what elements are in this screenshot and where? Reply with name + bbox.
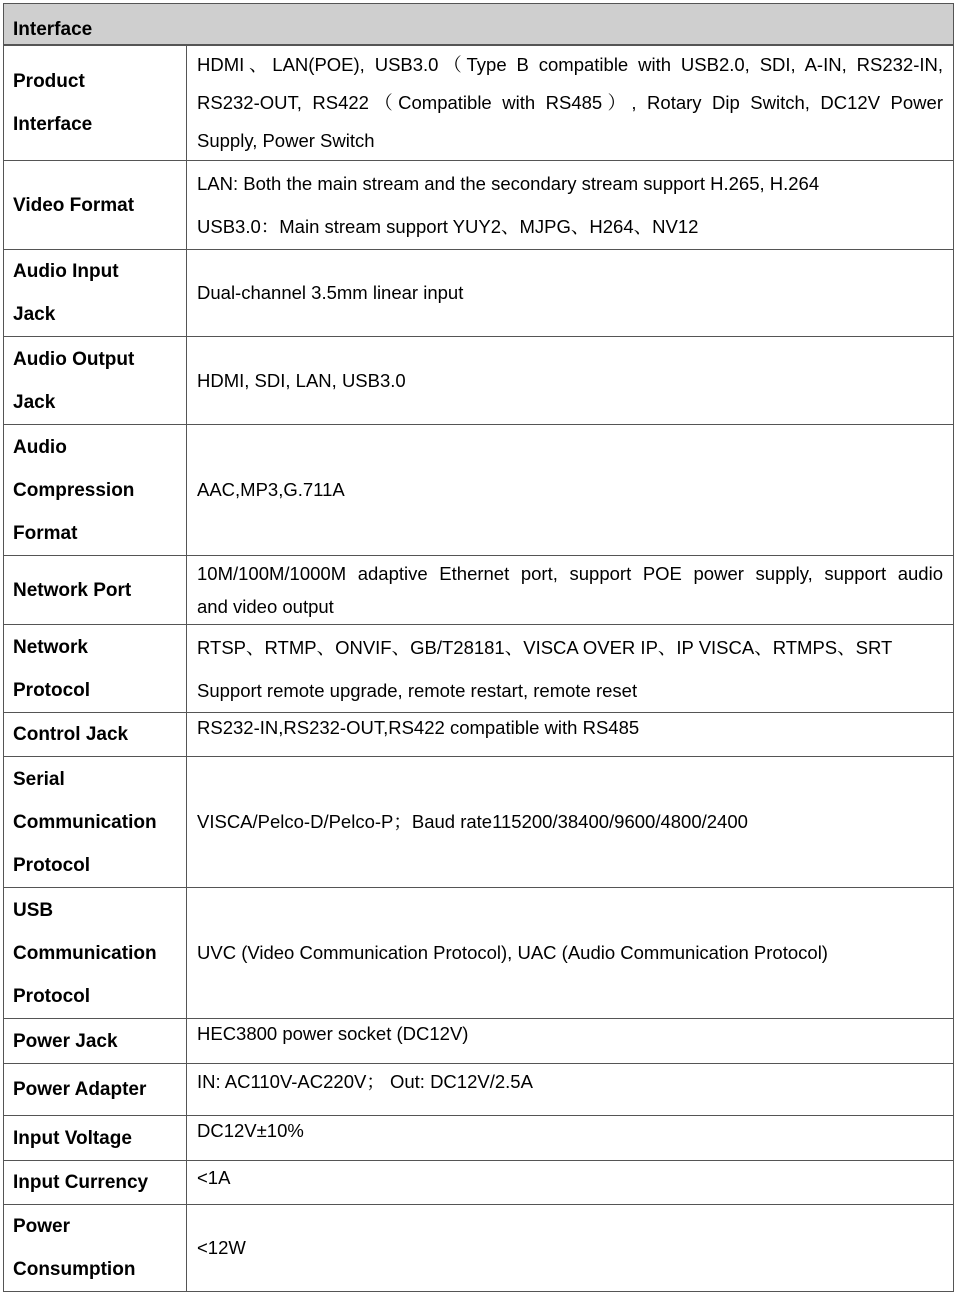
spec-value — [187, 1116, 954, 1161]
spec-label-line: Protocol — [13, 985, 91, 1007]
spec-sheet — [3, 3, 954, 1292]
spec-label-line: Audio Output — [13, 348, 135, 370]
table-row — [4, 1116, 954, 1161]
spec-value — [187, 250, 954, 337]
table-row — [4, 1064, 954, 1116]
spec-label — [4, 425, 187, 556]
spec-label-line: Control Jack — [13, 724, 129, 745]
table-row — [4, 713, 954, 757]
table-row — [4, 1205, 954, 1292]
section-header — [3, 3, 954, 45]
spec-label-line: Protocol — [13, 854, 91, 876]
spec-value-line: VISCA/Pelco-D/Pelco-P；Baud rate115200/38400/9600/4800/2400 — [197, 811, 748, 832]
spec-label — [4, 46, 187, 161]
spec-value-line: RTSP、RTMP、ONVIF、GB/T28181、VISCA OVER IP、IP VISCA、RTMPS、SRT — [197, 636, 893, 658]
spec-label — [4, 1064, 187, 1116]
spec-value — [187, 556, 954, 625]
spec-label-line: Communication — [13, 811, 157, 833]
spec-value-line: 10M/100M/1000M adaptive Ethernet port, support POE power supply, support audio — [197, 563, 943, 584]
table-row — [4, 46, 954, 161]
spec-label — [4, 161, 187, 250]
spec-label-line: Communication — [13, 942, 157, 964]
table-row — [4, 556, 954, 625]
spec-value-line: UVC (Video Communication Protocol), UAC (Audio Communication Protocol) — [197, 942, 828, 963]
section-title: Interface — [13, 19, 93, 40]
spec-label-line: Product — [13, 71, 85, 92]
spec-label-line: Protocol — [13, 679, 91, 701]
table-row — [4, 337, 954, 425]
spec-label — [4, 888, 187, 1019]
spec-value-line: HDMI, SDI, LAN, USB3.0 — [197, 369, 406, 391]
spec-label-line: Jack — [13, 391, 56, 413]
spec-label-line: USB — [13, 899, 54, 921]
spec-value — [187, 425, 954, 556]
spec-value — [187, 1161, 954, 1205]
spec-label-line: Audio — [13, 436, 67, 458]
spec-label-line: Power Jack — [13, 1030, 118, 1052]
spec-label-line: Power — [13, 1216, 71, 1237]
spec-label — [4, 1019, 187, 1064]
spec-value — [187, 625, 954, 713]
spec-label-line: Input Voltage — [13, 1127, 132, 1149]
table-row — [4, 1019, 954, 1064]
spec-value — [187, 1019, 954, 1064]
table-row — [4, 425, 954, 556]
spec-label-line: Consumption — [13, 1259, 136, 1280]
spec-label — [4, 1205, 187, 1292]
spec-label — [4, 556, 187, 625]
spec-value-line: HDMI、LAN(POE), USB3.0（Type B compatible with USB2.0, SDI, A-IN, RS232-IN, — [197, 54, 943, 75]
spec-value — [187, 161, 954, 250]
table-row — [4, 250, 954, 337]
spec-label-line: Format — [13, 522, 78, 544]
spec-value — [187, 1064, 954, 1116]
spec-label-line: Interface — [13, 114, 93, 135]
table-row — [4, 161, 954, 250]
spec-value — [187, 46, 954, 161]
spec-label — [4, 250, 187, 337]
spec-value-line: RS232-OUT, RS422（Compatible with RS485）, Rotary Dip Switch, DC12V Power — [197, 92, 943, 113]
table-row — [4, 757, 954, 888]
spec-label-line: Compression — [13, 479, 135, 501]
spec-value-line: Supply, Power Switch — [197, 130, 375, 151]
table-row — [4, 1161, 954, 1205]
spec-value-line: Dual-channel 3.5mm linear input — [197, 282, 464, 303]
spec-value — [187, 1205, 954, 1292]
spec-value-line: and video output — [197, 596, 334, 617]
spec-label-line: Audio Input — [13, 261, 119, 282]
spec-value — [187, 888, 954, 1019]
spec-label-line: Video Format — [13, 194, 135, 216]
spec-value-line: DC12V±10% — [197, 1120, 304, 1141]
table-row — [4, 888, 954, 1019]
spec-label-line: Input Currency — [13, 1172, 149, 1193]
spec-value-line: LAN: Both the main stream and the secondary stream support H.265, H.264 — [197, 173, 820, 194]
spec-value-line: HEC3800 power socket (DC12V) — [197, 1023, 469, 1044]
spec-label — [4, 1116, 187, 1161]
spec-value-line: <12W — [197, 1237, 246, 1258]
spec-value-line: USB3.0：Main stream support YUY2、MJPG、H264、NV12 — [197, 216, 699, 237]
spec-label-line: Network Port — [13, 579, 132, 601]
spec-value — [187, 757, 954, 888]
spec-value-line: RS232-IN,RS232-OUT,RS422 compatible with RS485 — [197, 717, 640, 738]
spec-label — [4, 713, 187, 757]
spec-table — [3, 45, 954, 1292]
spec-value-line: IN: AC110V-AC220V； Out: DC12V/2.5A — [197, 1071, 533, 1092]
spec-label-line: Serial — [13, 768, 65, 790]
spec-value — [187, 337, 954, 425]
spec-label-line: Jack — [13, 304, 56, 325]
spec-label-line: Power Adapter — [13, 1079, 147, 1100]
spec-value-line: Support remote upgrade, remote restart, remote reset — [197, 679, 638, 701]
spec-value — [187, 713, 954, 757]
spec-label — [4, 1161, 187, 1205]
spec-value-line: AAC,MP3,G.711A — [197, 479, 345, 500]
spec-label — [4, 625, 187, 713]
spec-label — [4, 757, 187, 888]
table-row — [4, 625, 954, 713]
spec-label — [4, 337, 187, 425]
spec-label-line: Network — [13, 636, 88, 658]
spec-value-line: <1A — [197, 1167, 231, 1188]
